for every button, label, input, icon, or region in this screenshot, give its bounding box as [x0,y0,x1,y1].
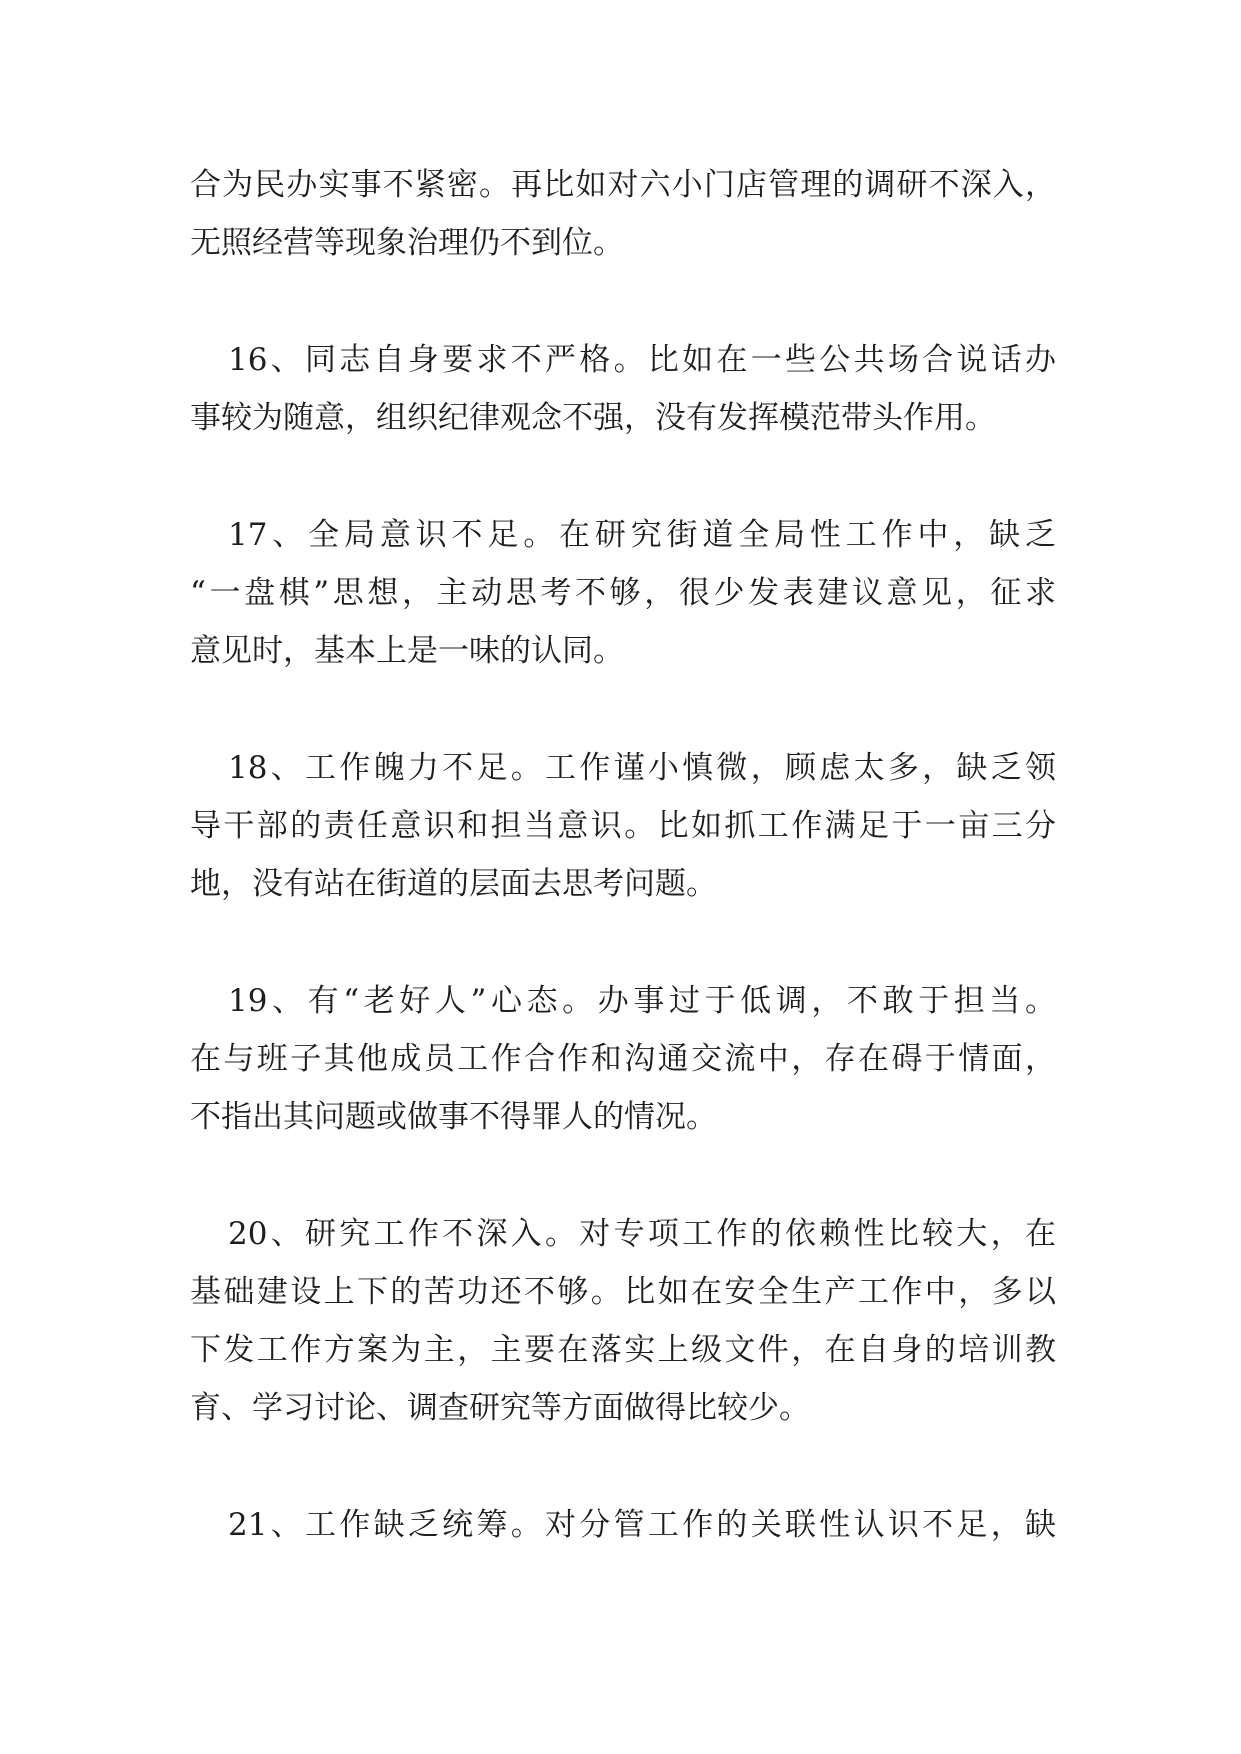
text-line: 意见时，基本上是一味的认同。 [190,633,624,669]
paragraph [190,156,1056,273]
text-line: 合为民办实事不紧密。再比如对六小门店管理的调研不深入， [190,167,1056,203]
text-line: 育、学习讨论、调查研究等方面做得比较少。 [190,1390,810,1427]
text-line: 16、同志自身要求不严格。比如在一些公共场合说话办 [228,341,1056,378]
text-line: 导干部的责任意识和担当意识。比如抓工作满足于一亩三分 [190,807,1056,844]
text-line: 17、全局意识不足。在研究街道全局性工作中，缺乏 [228,516,1056,553]
text-line: 事较为随意，组织纪律观念不强，没有发挥模范带头作用。 [190,400,996,436]
text-line: 21、工作缺乏统筹。对分管工作的关联性认识不足，缺 [228,1506,1056,1543]
text-line: 无照经营等现象治理仍不到位。 [190,225,624,262]
text-line: 基础建设上下的苦功还不够。比如在安全生产工作中，多以 [190,1273,1056,1310]
text-line: 下发工作方案为主，主要在落实上级文件，在自身的培训教 [190,1332,1056,1368]
text-line: 19、有“老好人”心态。办事过于低调，不敢于担当。 [228,982,1056,1019]
paragraph [190,972,1056,1147]
text-line: 20、研究工作不深入。对专项工作的依赖性比较大，在 [228,1215,1056,1252]
text-line: 在与班子其他成员工作合作和沟通交流中，存在碍于情面， [190,1040,1056,1077]
paragraph [190,1496,1056,1554]
paragraph [190,331,1056,448]
text-line: 不指出其问题或做事不得罪人的情况。 [190,1099,717,1135]
document-body [190,156,1056,1612]
paragraph [190,506,1056,681]
paragraph [190,739,1056,914]
text-line: 18、工作魄力不足。工作谨小慎微，顾虑太多，缺乏领 [228,749,1056,786]
paragraph [190,1205,1056,1438]
text-line: 地，没有站在街道的层面去思考问题。 [190,866,717,902]
text-line: “一盘棋”思想，主动思考不够，很少发表建议意见，征求 [190,574,1056,611]
